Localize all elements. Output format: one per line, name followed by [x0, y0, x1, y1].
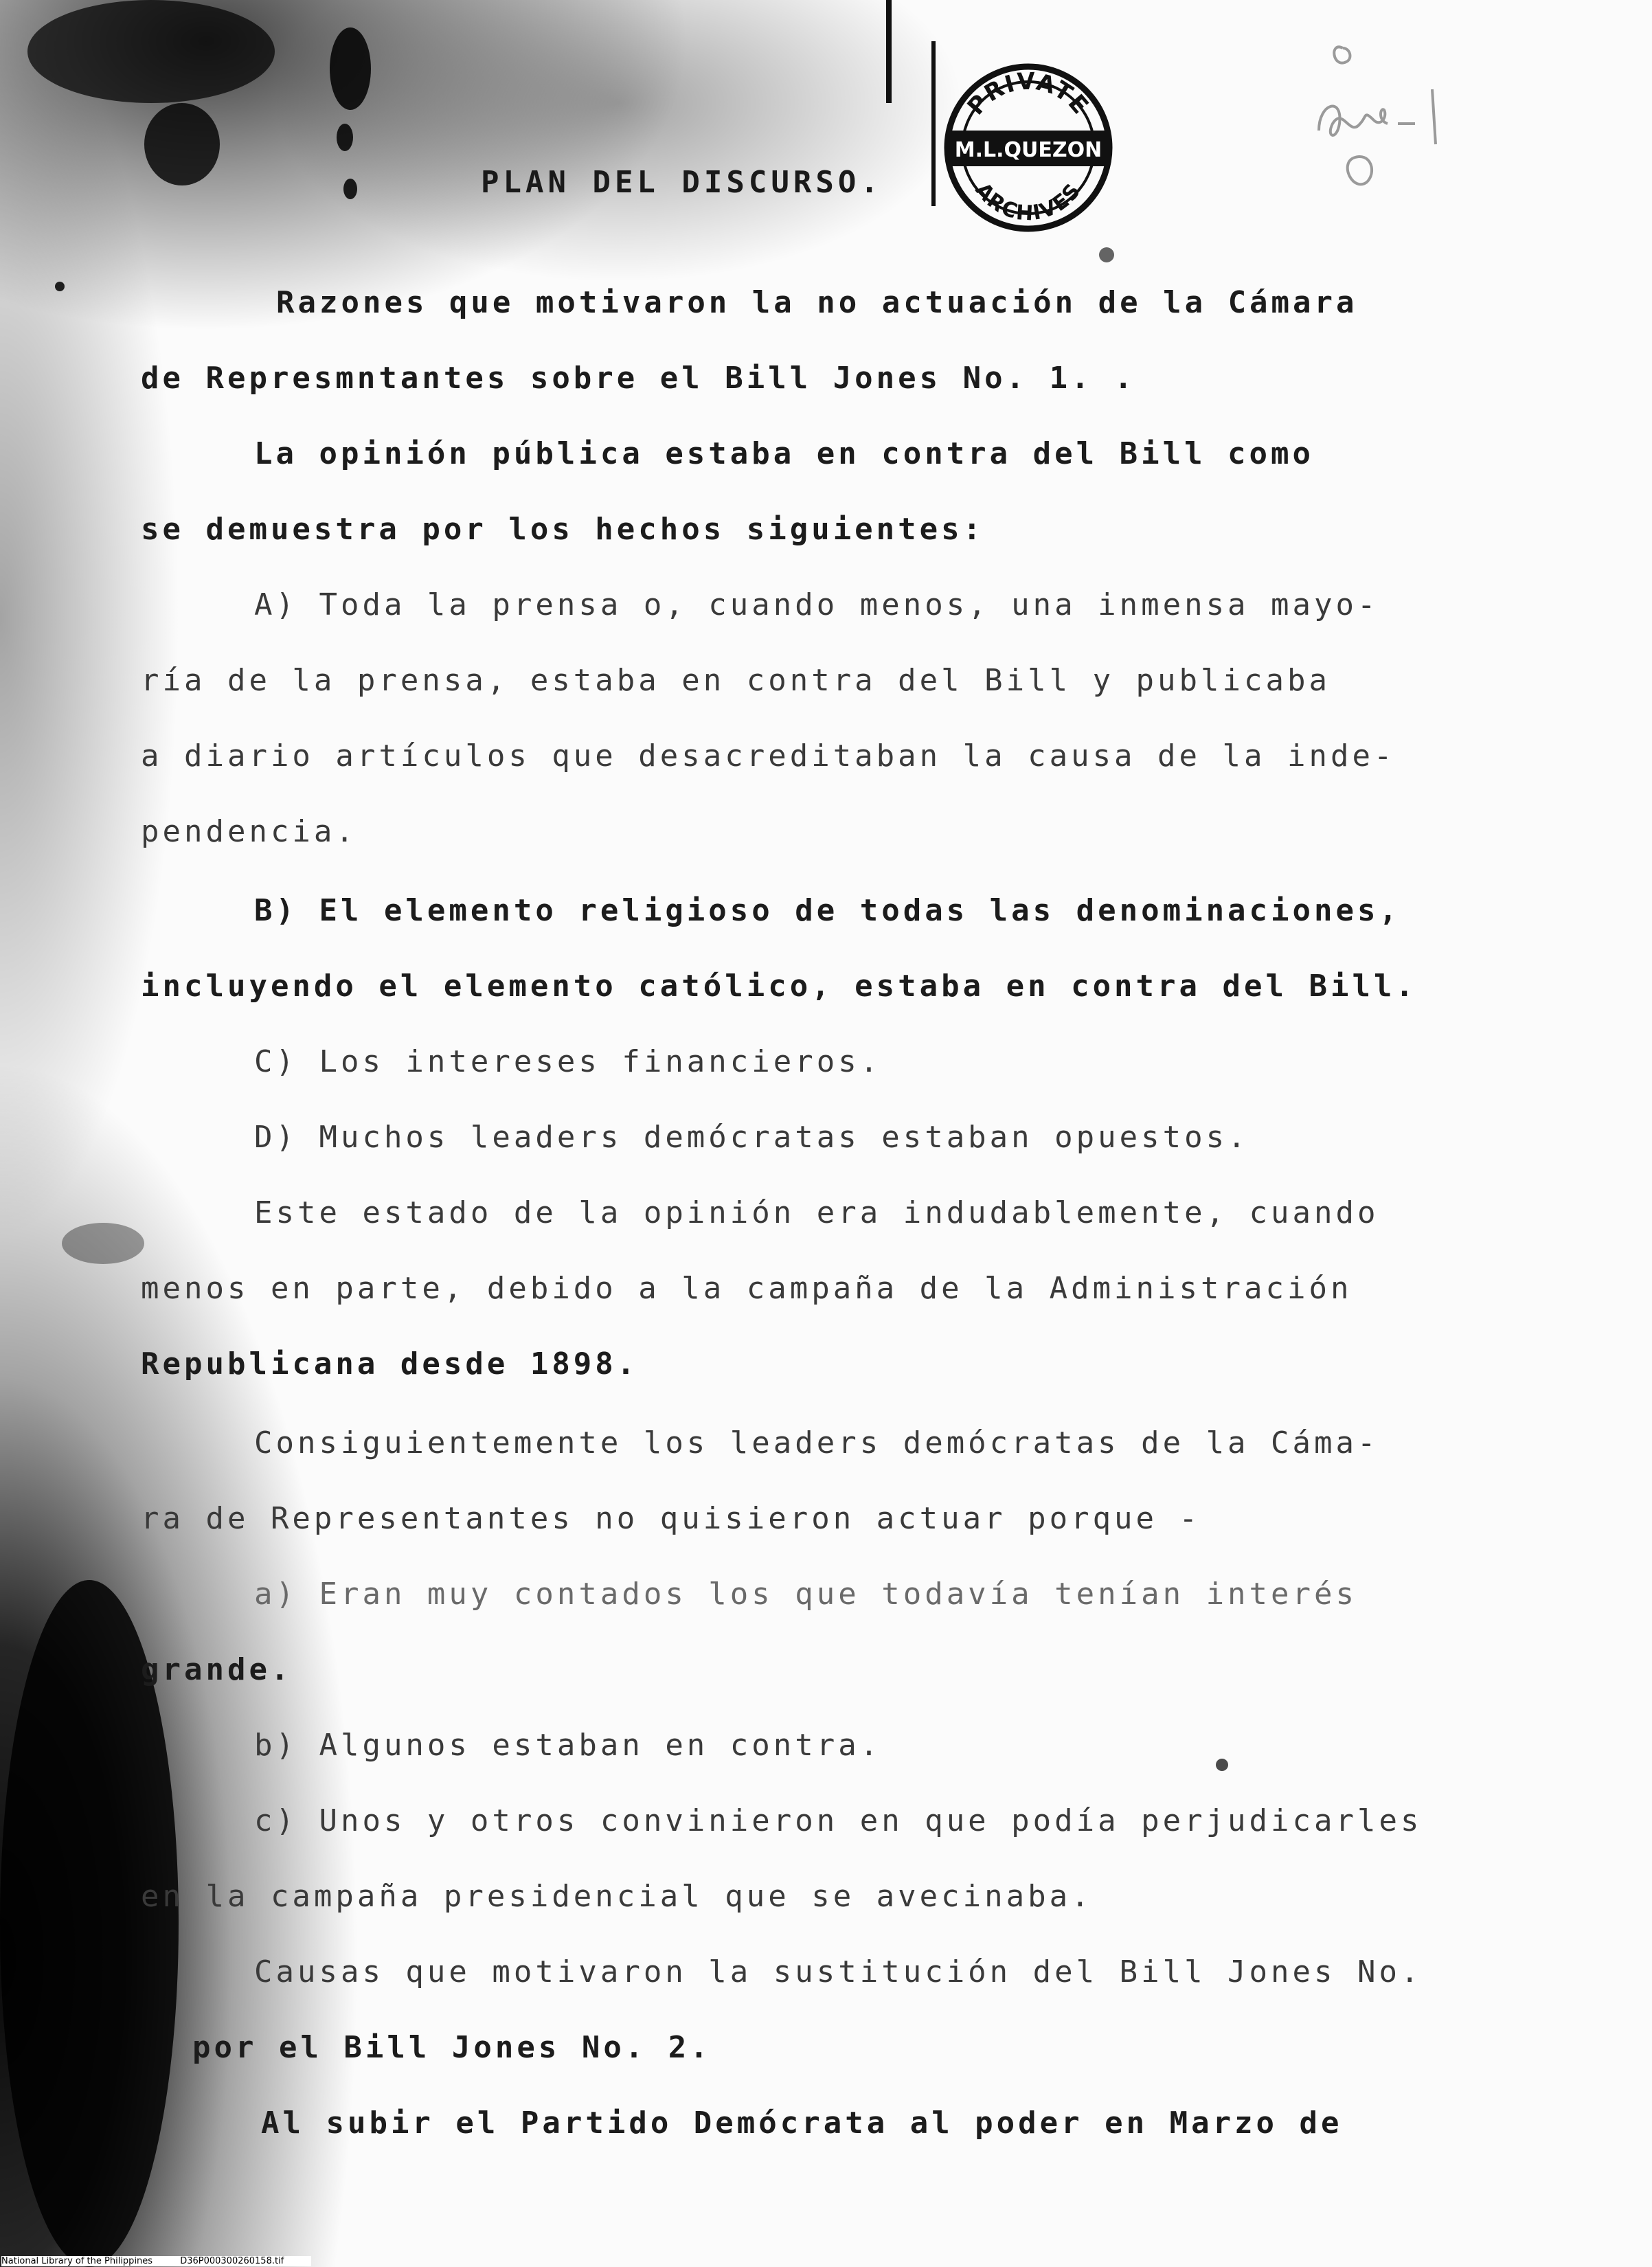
text-line: en la campaña presidencial que se avecinaba.: [141, 1879, 1093, 1914]
text-line: incluyendo el elemento católico, estaba en contra del Bill.: [141, 969, 1417, 1004]
text-line: Al subir el Partido Demócrata al poder en Marzo de: [261, 2106, 1343, 2141]
stamp-center-text: M.L.QUEZON: [954, 138, 1102, 162]
ink-stain: [144, 103, 220, 185]
archive-stamp: [942, 62, 1114, 234]
text-line: Este estado de la opinión era indudablemente, cuando: [254, 1195, 1379, 1230]
text-line: a) Eran muy contados los que todavía tenían interés: [254, 1577, 1358, 1612]
text-line: C) Los intereses financieros.: [254, 1044, 882, 1079]
text-line: ra de Representantes no quisieron actuar porque -: [141, 1501, 1201, 1536]
text-line: Consiguientemente los leaders demócratas de la Cáma-: [254, 1425, 1379, 1460]
svg-text:PRIVATE: [962, 68, 1095, 121]
footer-library: National Library of the Philippines: [1, 2256, 153, 2266]
text-line: menos en parte, debido a la campaña de la Administración: [141, 1271, 1353, 1306]
paper-crease: [886, 0, 892, 103]
text-line: b) Algunos estaban en contra.: [254, 1728, 882, 1763]
ink-stain: [330, 27, 371, 110]
text-line: por el Bill Jones No. 2.: [192, 2030, 712, 2065]
document-title: PLAN DEL DISCURSO.: [481, 165, 883, 200]
stamp-top-text: PRIVATE: [962, 67, 1095, 121]
text-line: Republicana desde 1898.: [141, 1346, 639, 1381]
handwritten-annotation: [1312, 21, 1477, 199]
paper-crease: [931, 41, 936, 206]
text-line: grande.: [141, 1652, 293, 1687]
text-line: B) El elemento religioso de todas las denominaciones,: [254, 893, 1401, 928]
ink-stain: [337, 124, 353, 151]
ink-stain: [1099, 247, 1114, 262]
text-line: ría de la prensa, estaba en contra del Bill y publicaba: [141, 663, 1331, 698]
text-line: de Represmntantes sobre el Bill Jones No. 1. .: [141, 361, 1136, 396]
ink-stain: [1216, 1759, 1228, 1771]
ink-stain: [27, 0, 275, 103]
ink-stain: [55, 282, 65, 291]
ink-stain: [62, 1223, 144, 1264]
stamp-bottom-text: ARCHIVES: [970, 178, 1087, 226]
text-line: Causas que motivaron la sustitución del Bill Jones No.: [254, 1954, 1423, 1989]
ink-stain: [343, 179, 357, 199]
text-line: La opinión pública estaba en contra del Bill como: [254, 436, 1315, 471]
text-line: A) Toda la prensa o, cuando menos, una inmensa mayo-: [254, 587, 1379, 622]
text-line: a diario artículos que desacreditaban la causa de la inde-: [141, 738, 1396, 774]
scan-footer: [1, 2256, 311, 2266]
text-line: pendencia.: [141, 814, 357, 849]
text-line: se demuestra por los hechos siguientes:: [141, 512, 985, 547]
text-line: D) Muchos leaders demócratas estaban opuestos.: [254, 1120, 1249, 1155]
footer-file: D36P000300260158.tif: [180, 2256, 284, 2266]
text-line: Razones que motivaron la no actuación de la Cámara: [276, 285, 1358, 320]
text-line: c) Unos y otros convinieron en que podía perjudicarles: [254, 1803, 1423, 1838]
